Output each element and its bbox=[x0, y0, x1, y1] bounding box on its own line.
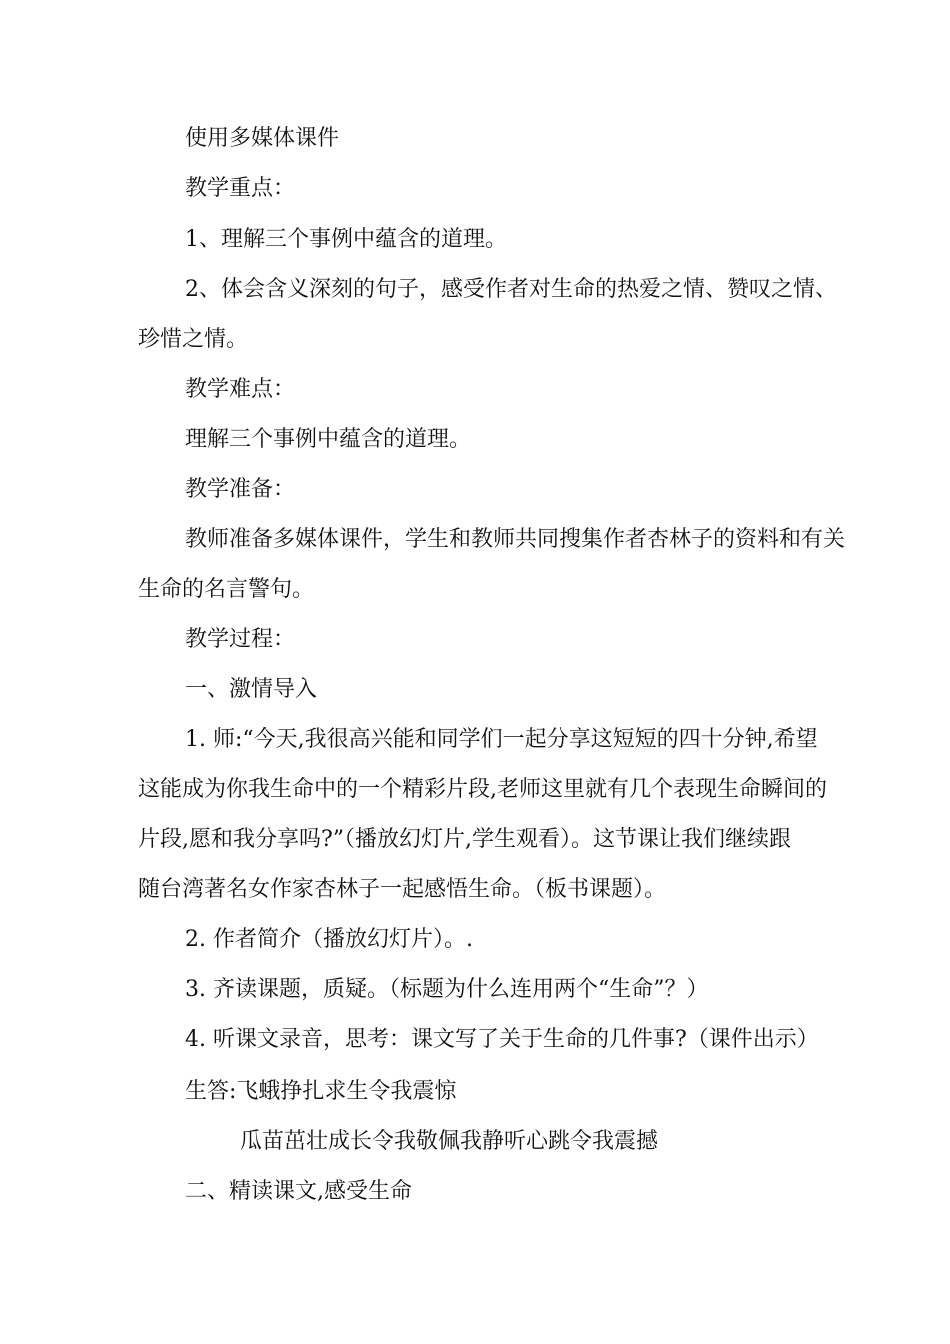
step-4: 4. 听课文录音，思考：课文写了关于生命的几件事?（课件出示） bbox=[185, 1027, 819, 1052]
section-heading-reading: 二、精读课文,感受生命 bbox=[185, 1179, 412, 1204]
preparation-text: 教师准备多媒体课件，学生和教师共同搜集作者杏林子的资料和有关 bbox=[185, 527, 846, 552]
key-point-2: 2、体会含义深刻的句子，感受作者对生命的热爱之情、赞叹之情、 bbox=[185, 277, 837, 302]
step-1-continued-c: 随台湾著名女作家杏林子一起感悟生命。（板书课题）。 bbox=[138, 877, 667, 902]
heading-process: 教学过程： bbox=[185, 627, 296, 652]
step-1-continued-a: 这能成为你我生命中的一个精彩片段,老师这里就有几个表现生命瞬间的 bbox=[138, 777, 827, 802]
difficulty-text: 理解三个事例中蕴含的道理。 bbox=[185, 427, 472, 452]
student-answer-continued: 瓜苗茁壮成长令我敬佩我静听心跳令我震撼 bbox=[240, 1129, 659, 1154]
step-2: 2. 作者简介（播放幻灯片）。. bbox=[185, 927, 473, 952]
step-1: 1. 师:“今天,我很高兴能和同学们一起分享这短短的四十分钟,希望 bbox=[185, 727, 818, 752]
heading-difficulty: 教学难点： bbox=[185, 377, 296, 402]
key-point-2-continued: 珍惜之情。 bbox=[138, 327, 249, 352]
text-line-materials: 使用多媒体课件 bbox=[185, 126, 340, 151]
key-point-1: 1、理解三个事例中蕴含的道理。 bbox=[185, 227, 507, 252]
student-answer: 生答:飞蛾挣扎求生令我震惊 bbox=[185, 1079, 457, 1104]
step-1-continued-b: 片段,愿和我分享吗?”（播放幻灯片,学生观看）。这节课让我们继续跟 bbox=[138, 827, 792, 852]
heading-key-points: 教学重点： bbox=[185, 176, 296, 201]
step-3: 3. 齐读课题，质疑。（标题为什么连用两个“生命”？） bbox=[185, 977, 709, 1002]
section-heading-intro: 一、激情导入 bbox=[185, 677, 318, 702]
preparation-text-continued: 生命的名言警句。 bbox=[138, 577, 315, 602]
heading-preparation: 教学准备： bbox=[185, 477, 296, 502]
